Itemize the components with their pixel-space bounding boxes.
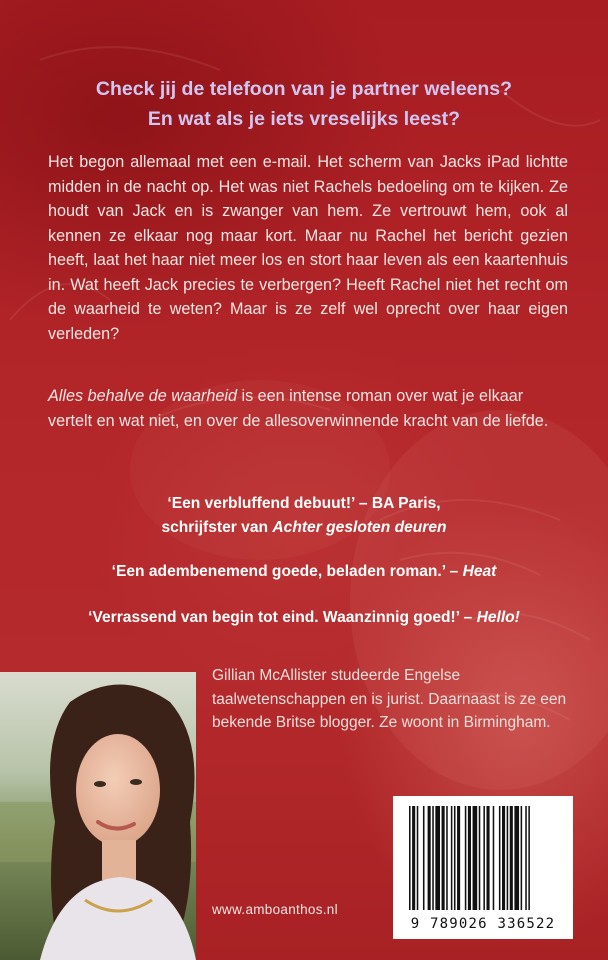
review-quote-3-text: ‘Verrassend van begin tot eind. Waanzinnig goed!’ – (88, 609, 477, 626)
review-quote-1-prefix: schrijfster van (161, 519, 273, 536)
author-bio: Gillian McAllister studeerde Engelse taalwetenschappen en is jurist. Daarnaast is ze een bekende Britse blogger. Ze woont in Birmingham. (212, 667, 567, 731)
book-title-inline: Alles behalve de waarheid (48, 387, 237, 405)
isbn-barcode (393, 796, 573, 939)
isbn-number: 9 789026 336522 (410, 916, 556, 932)
review-quote-3-source: Hello! (476, 609, 520, 626)
review-quote-1-line-1: ‘Een verbluffend debuut!’ – BA Paris, (167, 495, 441, 512)
blurb-paragraph-1: Het begon allemaal met een e-mail. Het scherm van Jacks iPad lichtte midden in de nacht op. Het was niet Rachels bedoeling om te kijken. Ze houdt van Jack en is zwanger van hem. Ze vertrouwt hem, ook al kennen ze elkaar nog maar kort. Maar nu Rachel het bericht gezien heeft, laat het haar niet meer los en stort haar leven als een kaartenhuis in. Wat heeft Jack precies te verbergen? Heeft Rachel niet het recht om de waarheid te weten? Maar is ze zelf wel oprecht over haar eigen verleden? (48, 153, 568, 343)
review-quote-2 (0, 560, 608, 584)
author-photo (0, 672, 196, 960)
tagline-line-1: Check jij de telefoon van je partner weleens? (95, 78, 513, 100)
blurb-paragraph-2 (48, 384, 568, 433)
review-quote-2-text: ‘Een adembenemend goede, beladen roman.’ – (111, 563, 463, 580)
review-quote-1-line-2 (0, 516, 608, 540)
tagline (0, 74, 608, 134)
review-quote-2-source: Heat (462, 563, 497, 580)
tagline-line-2: En wat als je iets vreselijks leest? (147, 108, 461, 130)
barcode-bars (393, 796, 573, 916)
review-quote-1-book-title: Achter gesloten deuren (272, 519, 447, 536)
blurb-paragraph-2-text: is een intense roman over wat je elkaar vertelt en wat niet, en over de allesoverwinnende kracht van de liefde. (48, 387, 549, 430)
review-quote-3 (0, 606, 608, 630)
review-quote-1 (0, 492, 608, 540)
publisher-website[interactable]: www.amboanthos.nl (212, 902, 338, 917)
